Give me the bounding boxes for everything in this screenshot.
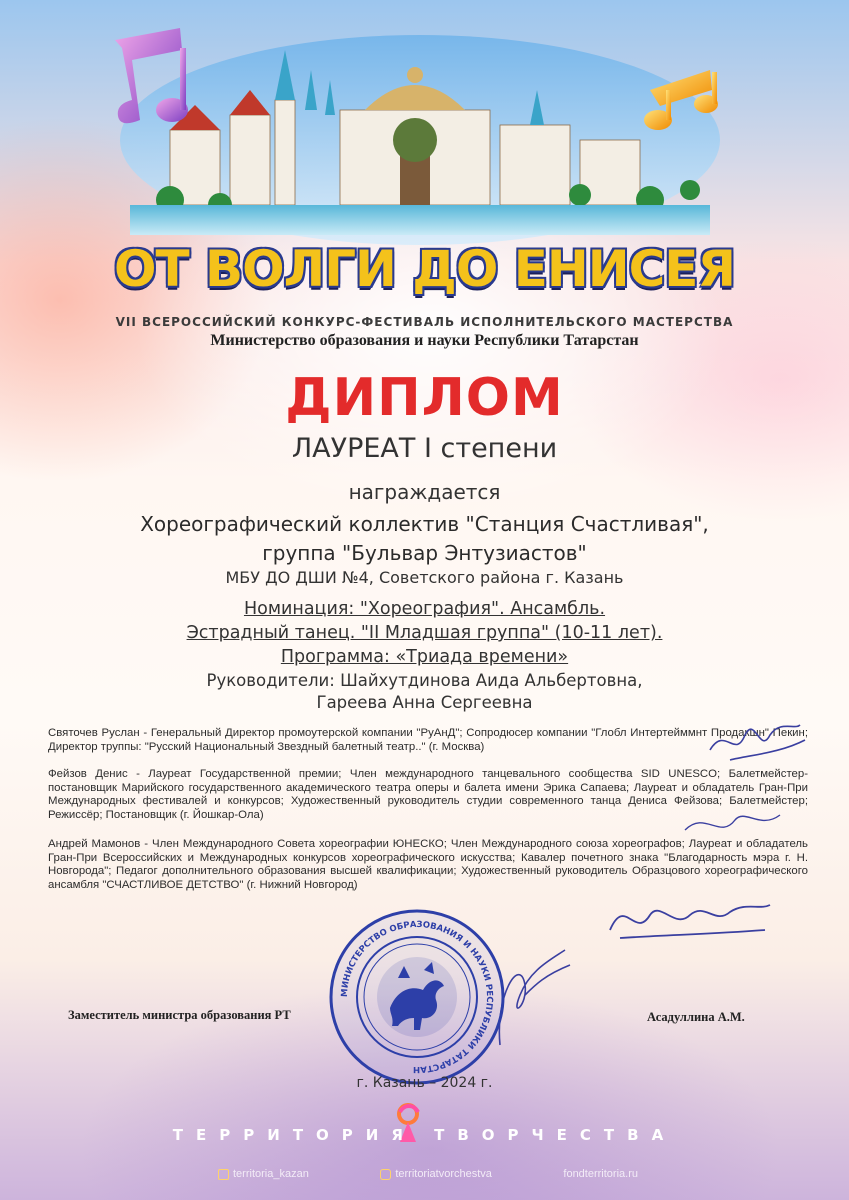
social-website-link[interactable]: fondterritoria.ru [563,1168,638,1180]
leopard-emblem-icon [377,957,457,1037]
laureate-degree: ЛАУРЕАТ I степени [291,433,558,464]
official-stamp [328,908,506,1086]
festival-title: ОТ ВОЛГИ ДО ЕНИСЕЯ [114,240,735,298]
leaders-line-2: Гареева Анна Сергеевна [316,693,533,712]
diploma-title: ДИПЛОМ [285,368,564,428]
nomination-block [0,597,849,669]
signature-svyatochev [700,705,810,775]
signature-mamonov [605,890,775,945]
jury-member-3: Андрей Мамонов - Член Международного Совета хореографии ЮНЕСКО; Член Международного союза хореографов; Лауреат и обладатель Гран-При Всероссийских и Международных конкурсов хореографического искусства; Кавалер почетного знака "Благодарность мэра г. Н. Новгорода"; Педагог дополнительного образования высшей квалификации; Художественный руководитель Образцового хореографического ансамбля "СЧАСТЛИВОЕ ДЕТСТВО" (г. Нижний Новгород) [48,838,808,891]
kazan-skyline-illustration [110,20,730,245]
signature-feyzov [680,800,790,850]
city-year: г. Казань – 2024 г. [356,1075,493,1091]
jury-member-2: Фейзов Денис - Лауреат Государственной премии; Член международного танцевального сообщества SID UNESCO; Балетмейстер- постановщик Марийского государственного академического театра оперы и балета имени Эрика Сапаева; Лауреат и обладатель Гран-При Международных фестивалей и конкурсов; Художественный руководитель студии современного танца Дениса Фейзова; Балетмейстер; Режиссёр; Постановщик (г. Йошкар-Ола) [48,768,808,821]
stamp-ring-text: МИНИСТЕРСТВО ОБРАЗОВАНИЯ И НАУКИ РЕСПУБЛИКИ ТАТАРСТАН [339,919,495,1075]
telegram-icon [218,1169,229,1180]
awarded-label: награждается [348,480,501,504]
program-line: Программа: «Триада времени» [280,647,569,667]
school-name: МБУ ДО ДШИ №4, Советского района г. Казань [225,568,624,587]
collective-name [0,510,849,568]
nomination-line-1: Номинация: "Хореография". Ансамбль. [243,599,606,619]
social-links [218,1168,638,1180]
signer-name: Асадуллина А.М. [647,1010,745,1024]
footer-brand: ТЕРРИТОРИЯ ТВОРЧЕСТВА [172,1126,677,1144]
nomination-line-2: Эстрадный танец. "II Младшая группа" (10-11 лет). [186,623,663,643]
social-telegram-link[interactable]: territoria_kazan [218,1168,309,1180]
deputy-minister-label: Заместитель министра образования РТ [68,1008,291,1022]
collective-line-1: Хореографический коллектив "Станция Счастливая", [140,512,709,536]
leaders-line-1: Руководители: Шайхутдинова Аида Альбертовна, [206,671,643,690]
collective-line-2: группа "Бульвар Энтузиастов" [262,541,587,565]
instagram-icon [380,1169,391,1180]
festival-subtitle: VII ВСЕРОССИЙСКИЙ КОНКУРС-ФЕСТИВАЛЬ ИСПОЛНИТЕЛЬСКОГО МАСТЕРСТВА [115,315,734,329]
ministry-line: Министерство образования и науки Республики Татарстан [210,332,639,349]
social-instagram-link[interactable]: territoriatvorchestva [380,1168,492,1180]
jury-member-1: Святочев Руслан - Генеральный Директор промоутерской компании "РуАнД"; Сопродюсер компании "Глобл Интертейммнт Продакшн" Пекин; Директор труппы: "Русский Национальный Звездный балетный театр.." (г. Москва) [48,727,808,753]
